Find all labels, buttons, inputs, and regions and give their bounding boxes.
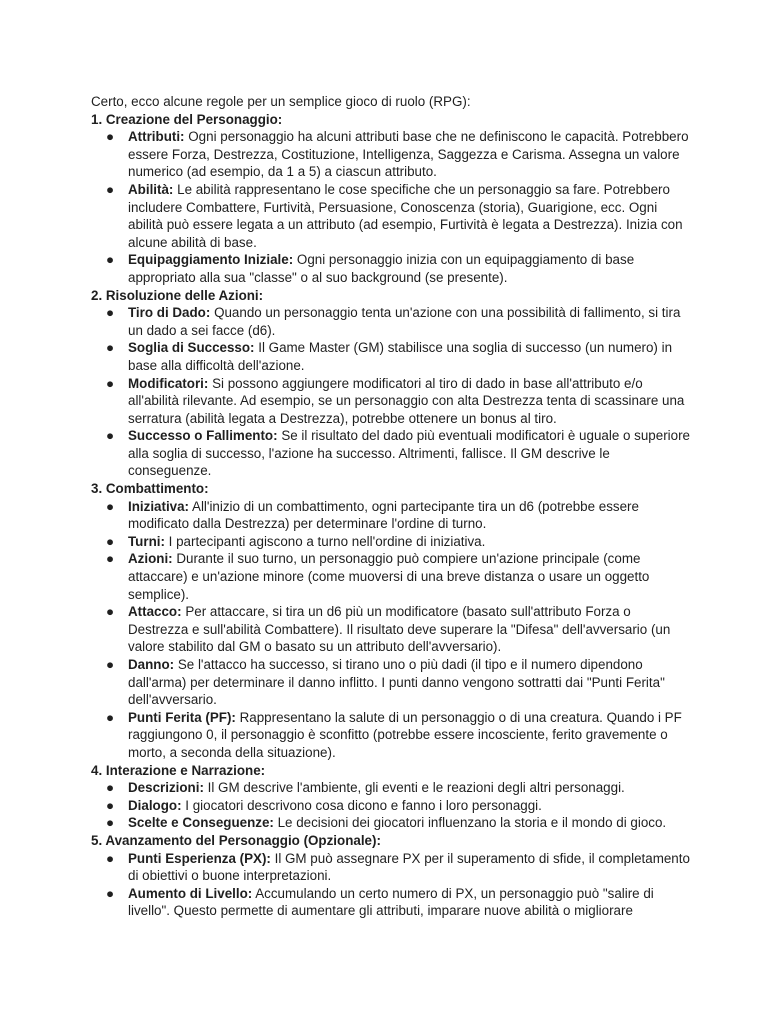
bullet-dot-icon: ● bbox=[106, 657, 115, 672]
item-term: Azioni: bbox=[128, 551, 173, 567]
section-heading: 3. Combattimento: bbox=[91, 481, 209, 497]
item-text: Durante il suo turno, un personaggio può compiere un'azione principale (come attaccare) e un'azione minore (come muoversi di una breve distanza o usare un oggetto semplice). bbox=[128, 551, 650, 602]
item-text: Se l'attacco ha successo, si tirano uno o più dadi (il tipo e il numero dipendono dall'arma) per determinare il danno inflitto. I punti danno vengono sottratti dai "Punti Ferita" dell'avversario. bbox=[128, 657, 665, 708]
item-term: Descrizioni: bbox=[128, 780, 204, 796]
list-item bbox=[106, 498, 691, 533]
item-text: I giocatori descrivono cosa dicono e fanno i loro personaggi. bbox=[185, 797, 542, 813]
item-term: Abilità: bbox=[128, 181, 174, 197]
item-text: Rappresentano la salute di un personaggio o di una creatura. Quando i PF raggiungono 0, il personaggio è sconfitto (potrebbe essere incosciente, ferito gravemente o morto, a seconda della situazione). bbox=[128, 709, 682, 760]
bullet-dot-icon: ● bbox=[106, 252, 115, 268]
list-item bbox=[106, 128, 691, 181]
item-text: Il Game Master (GM) stabilisce una soglia di successo (un numero) in base alla difficoltà dell'azione. bbox=[128, 340, 673, 373]
item-term: Punti Esperienza (PX): bbox=[128, 850, 271, 866]
bullet-dot-icon: ● bbox=[106, 305, 115, 321]
section-heading: 5. Avanzamento del Personaggio (Opzionale): bbox=[91, 832, 381, 848]
item-term: Equipaggiamento Iniziale: bbox=[128, 252, 294, 268]
bullet-dot-icon: ● bbox=[106, 885, 115, 901]
document-body bbox=[91, 93, 691, 920]
bullet-dot-icon: ● bbox=[106, 780, 115, 796]
list-item bbox=[106, 885, 691, 920]
item-term: Successo o Fallimento: bbox=[128, 428, 278, 444]
section-heading: 4. Interazione e Narrazione: bbox=[91, 762, 266, 778]
item-text: Le decisioni dei giocatori influenzano la storia e il mondo di gioco. bbox=[277, 815, 667, 831]
item-text: Il GM descrive l'ambiente, gli eventi e le reazioni degli altri personaggi. bbox=[207, 780, 625, 796]
list-item bbox=[106, 603, 691, 656]
item-term: Danno: bbox=[128, 657, 175, 672]
item-text: All'inizio di un combattimento, ogni partecipante tira un d6 (potrebbe essere modificato dalla Destrezza) per determinare l'ordine di turno. bbox=[128, 498, 639, 532]
item-term: Aumento di Livello: bbox=[128, 885, 253, 901]
list-item bbox=[106, 797, 691, 815]
item-term: Scelte e Conseguenze: bbox=[128, 815, 274, 831]
item-text: Per attaccare, si tira un d6 più un modificatore (basato sull'attributo Forza o Destrezza e sull'abilità Combattere). Il risultato deve superare la "Difesa" dell'avversario (un valore stabilito dal GM o basato su un attributo dell'avversario). bbox=[128, 604, 671, 655]
item-text: Se il risultato del dado più eventuali modificatori è uguale o superiore alla soglia di successo, l'azione ha successo. Altrimenti, fallisce. Il GM descrive le conseguenze. bbox=[128, 428, 690, 479]
bullet-list bbox=[91, 850, 691, 920]
list-item bbox=[106, 814, 691, 832]
bullet-dot-icon: ● bbox=[106, 181, 115, 197]
list-item bbox=[106, 779, 691, 797]
bullet-dot-icon: ● bbox=[106, 604, 115, 620]
bullet-dot-icon: ● bbox=[106, 709, 115, 725]
bullet-list bbox=[91, 304, 691, 480]
list-item bbox=[106, 375, 691, 428]
item-term: Attacco: bbox=[128, 604, 182, 620]
item-text: I partecipanti agiscono a turno nell'ordine di iniziativa. bbox=[168, 533, 486, 549]
section-3 bbox=[91, 480, 691, 762]
list-item bbox=[106, 339, 691, 374]
bullet-dot-icon: ● bbox=[106, 551, 115, 567]
bullet-dot-icon: ● bbox=[106, 498, 115, 514]
item-text: Accumulando un certo numero di PX, un personaggio può "salire di livello". Questo permette di aumentare gli attributi, imparare nuove abilità o migliorare bbox=[128, 885, 654, 919]
bullet-list bbox=[91, 128, 691, 286]
bullet-list bbox=[91, 498, 691, 762]
item-text: Quando un personaggio tenta un'azione con una possibilità di fallimento, si tira un dado a sei facce (d6). bbox=[128, 305, 681, 338]
bullet-dot-icon: ● bbox=[106, 815, 115, 831]
section-4 bbox=[91, 762, 691, 832]
item-term: Attributi: bbox=[128, 129, 185, 145]
item-text: Ogni personaggio ha alcuni attributi base che ne definiscono le capacità. Potrebbero essere Forza, Destrezza, Costituzione, Intelligenza, Saggezza e Carisma. Assegna un valore numerico (ad esempio, da 1 a 5) a ciascun attributo. bbox=[128, 129, 689, 180]
item-text: Le abilità rappresentano le cose specifiche che un personaggio sa fare. Potrebbero includere Combattere, Furtività, Persuasione, Conoscenza (storia), Guarigione, ecc. Ogni abilità può essere legata a un attributo (ad esempio, Furtività è legata a Destrezza). Inizia con alcune abilità di base. bbox=[128, 181, 683, 250]
list-item bbox=[106, 850, 691, 885]
list-item bbox=[106, 656, 691, 709]
item-term: Punti Ferita (PF): bbox=[128, 709, 236, 725]
section-heading: 1. Creazione del Personaggio: bbox=[91, 111, 283, 127]
section-heading: 2. Risoluzione delle Azioni: bbox=[91, 287, 264, 303]
item-text: Ogni personaggio inizia con un equipaggiamento di base appropriato alla sua "classe" o al suo background (se presente). bbox=[128, 252, 635, 285]
bullet-dot-icon: ● bbox=[106, 850, 115, 866]
list-item bbox=[106, 181, 691, 251]
bullet-dot-icon: ● bbox=[106, 340, 115, 356]
bullet-dot-icon: ● bbox=[106, 533, 115, 549]
bullet-list bbox=[91, 779, 691, 832]
bullet-dot-icon: ● bbox=[106, 797, 115, 813]
list-item bbox=[106, 427, 691, 480]
item-term: Iniziativa: bbox=[128, 498, 190, 514]
item-text: Il GM può assegnare PX per il superamento di sfide, il completamento di obiettivi o buone interpretazioni. bbox=[128, 850, 690, 884]
intro-text: Certo, ecco alcune regole per un semplice gioco di ruolo (RPG): bbox=[91, 94, 471, 109]
list-item bbox=[106, 709, 691, 762]
bullet-dot-icon: ● bbox=[106, 375, 115, 391]
sections-container bbox=[91, 111, 691, 920]
section-1 bbox=[91, 111, 691, 287]
item-term: Dialogo: bbox=[128, 797, 182, 813]
list-item bbox=[106, 533, 691, 551]
section-5 bbox=[91, 832, 691, 920]
bullet-dot-icon: ● bbox=[106, 428, 115, 444]
item-text: Si possono aggiungere modificatori al tiro di dado in base all'attributo e/o all'abilità rilevante. Ad esempio, se un personaggio con alta Destrezza tenta di scassinare una serratura (abilità legata a Destrezza), potrebbe ottenere un bonus al tiro. bbox=[128, 375, 685, 426]
item-term: Soglia di Successo: bbox=[128, 340, 255, 356]
item-term: Tiro di Dado: bbox=[128, 305, 211, 321]
list-item bbox=[106, 304, 691, 339]
section-2 bbox=[91, 287, 691, 481]
item-term: Modificatori: bbox=[128, 375, 209, 391]
list-item bbox=[106, 550, 691, 603]
bullet-dot-icon: ● bbox=[106, 129, 115, 145]
item-term: Turni: bbox=[128, 533, 165, 549]
list-item bbox=[106, 251, 691, 286]
